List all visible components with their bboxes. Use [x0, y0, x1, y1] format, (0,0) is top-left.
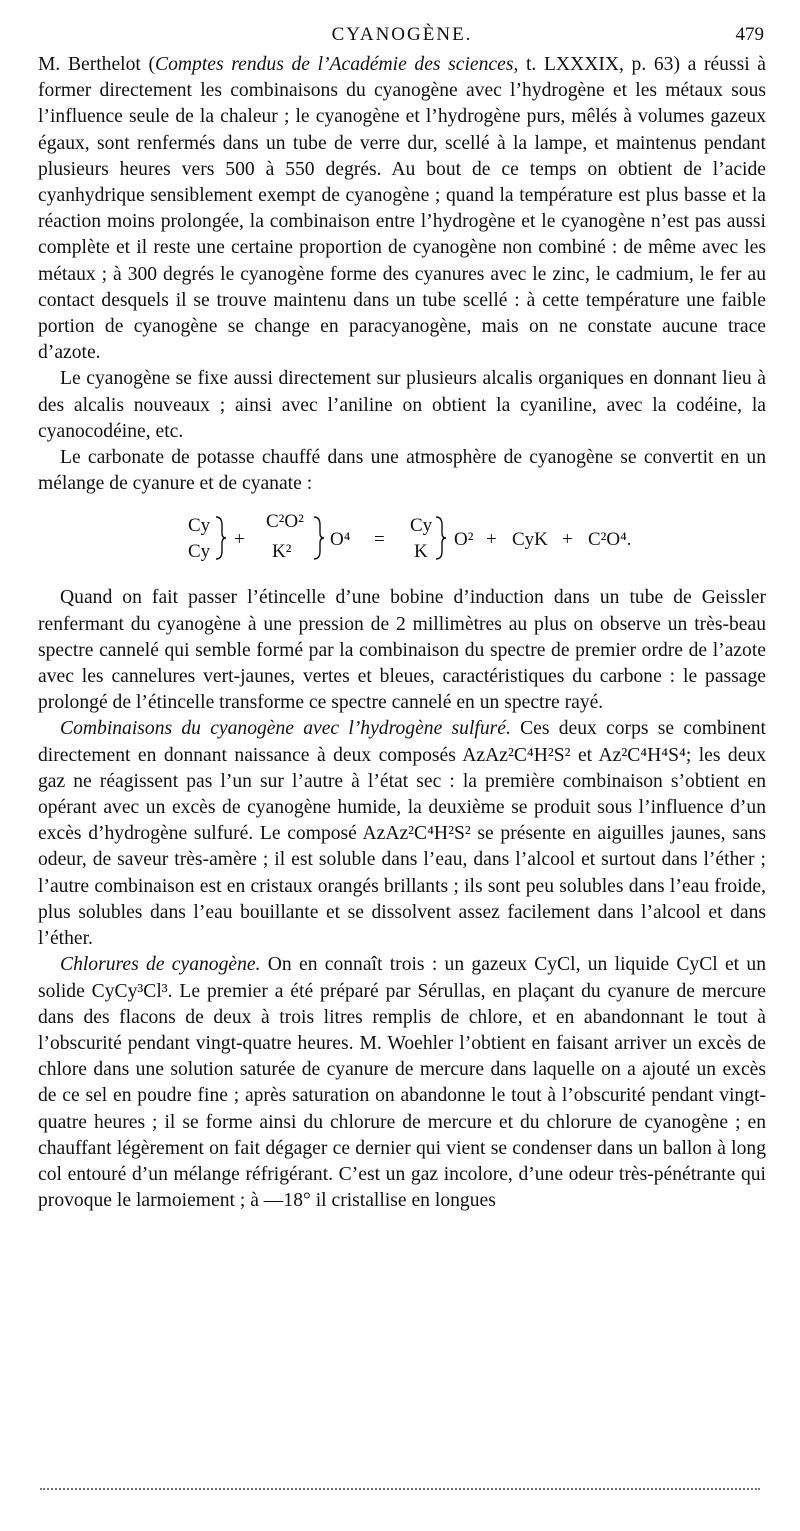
- running-title: CYANOGÈNE.: [331, 24, 473, 45]
- footer-rule: [40, 1488, 760, 1492]
- paragraph-text: Ces deux corps se combinent directement en donnant naissance à deux composés Az: [38, 718, 766, 766]
- paragraph-text: . Le premier a été préparé par Sérullas, en plaçant du cyanure de mercure dans des flacons de deux à trois litres remplis de chlore, et en abandonnant le tout à l’obscurité pendant vingt-quatre heures. M. Woehler l’obtient en faisant arriver un excès de chlore dans une solution saturée de cyanure de mercure dans laquelle on a ajouté un excès de ce sel en poudre fine ; après saturation on abandonne le tout à l’obscurité pendant vingt-quatre heures ; il se forme ainsi du chlorure de mercure et du chlorure de cyanogène ; en chauffant légèrement on fait dégager ce dernier qui vient se condenser dans un ballon à long col entouré d’un mélange réfrigérant. C’est un gaz incolore, d’une odeur très-pénétrante qui provoque le larmoiement ; à —18° il cristallise en longues: [38, 980, 766, 1212]
- paragraph-alkaloids: Le cyanogène se fixe aussi directement sur plusieurs alcalis organiques en donnant lieu à des alcalis nouveaux ; ainsi avec l’aniline on obtient la cyaniline, avec la codéine, la cyanocodéine, etc.: [38, 368, 766, 442]
- eq-left-bottom: Cy: [188, 541, 211, 563]
- running-head: [38, 22, 766, 52]
- paragraph-hydrogen-sulfide: [38, 716, 766, 952]
- paragraph-text: On en connaît trois : un gazeux CyCl, un liquide CyCl et un solide Cy: [38, 954, 766, 1002]
- brace-icon: [436, 517, 446, 559]
- eq-cyk: CyK: [512, 529, 548, 551]
- eq-mid-top: C²O²: [266, 511, 304, 533]
- eq-c2o4: C²O⁴.: [588, 529, 632, 551]
- brace-icon: [314, 517, 324, 559]
- paragraph-text: se présente en aiguilles jaunes, sans odeur, de saveur très-amère ; il est soluble dans l’eau, dans l’alcool et surtout dans l’éther ; l’autre combinaison est en cristaux orangés brillants ; ils sont peu solubles dans l’eau froide, plus solubles dans l’eau bouillante et se dissolvent assez facilement dans l’alcool et dans l’éther.: [38, 823, 766, 950]
- formula: Az²C⁴H⁴S⁴: [598, 744, 686, 766]
- formula: Az²C⁴H²S²: [485, 744, 571, 766]
- eq-plus-2: +: [486, 529, 497, 551]
- paragraph-text: t. LXXXIX, p. 63) a réussi à former directement les combinaisons du cyanogène avec l’hydrogène et les métaux sous l’influence seule de la chaleur ; le cyanogène et l’hydrogène purs, mêlés à volumes gazeux égaux, sont renfermés dans un tube de verre dur, scellé à la lampe, et maintenus pendant plusieurs heures vers 500 à 550 degrés. Au bout de ce temps on obtient de l’acide cyanhydrique sensiblement exempt de cyanogène ; quand la température est plus basse et la réaction moins prolongée, la combinaison entre l’hydrogène et le cyanogène n’est pas aussi complète et il reste une certaine proportion de cyanogène non combiné : de même avec les métaux ; à 300 degrés le cyanogène forme des cyanures avec le zinc, le cadmium, le fer au contact desquels il se trouve maintenu dans un tube scellé : à cette température une faible portion de cyanogène se change en paracyanogène, mais on ne constate aucune trace d’azote.: [38, 54, 766, 364]
- paragraph-spectrum: Quand on fait passer l’étincelle d’une bobine d’induction dans un tube de Geissler renfermant du cyanogène à une pression de 2 millimètres au plus on observe un très-beau spectre cannelé qui semble formé par la combinaison du spectre de premier ordre de l’azote avec les cannelures vert-jaunes, vertes et bleues, caractéristiques du carbone : le passage prolongé de l’étincelle transforme ce spectre cannelé en un spectre rayé.: [38, 587, 766, 714]
- eq-left-top: Cy: [188, 515, 211, 537]
- paragraph-berthelot: [38, 52, 766, 366]
- eq-o4: O⁴: [330, 529, 351, 551]
- formula: Az²C⁴H²S²: [385, 823, 471, 845]
- section-title: Chlorures de cyanogène.: [60, 954, 261, 976]
- eq-o2: O²: [454, 529, 474, 551]
- eq-right-bottom: K: [414, 541, 428, 563]
- section-title: Combinaisons du cyanogène avec l’hydrogène sulfuré.: [60, 718, 511, 740]
- citation: Comptes rendus de l’Académie des sciences,: [155, 54, 519, 75]
- eq-plus-3: +: [562, 529, 573, 551]
- chemical-equation: [38, 503, 766, 571]
- eq-equals: =: [374, 529, 385, 551]
- eq-right-top: Cy: [410, 515, 433, 537]
- paragraph-text: et: [570, 744, 599, 766]
- document-page: [0, 22, 800, 1531]
- paragraph-chlorides: [38, 952, 766, 1214]
- paragraph-text: ; les deux gaz ne réagissent pas l’un sur l’autre à l’état sec : la première combinaison s’obtient en opérant avec un excès de cyanogène humide, la deuxième se produit sous l’influence d’un excès d’hydrogène sulfuré. Le composé Az: [38, 744, 766, 845]
- page-number: 479: [735, 24, 764, 45]
- eq-mid-bottom: K²: [272, 541, 292, 563]
- formula: Cy³Cl³: [114, 980, 168, 1002]
- paragraph-text: M. Berthelot (: [38, 54, 156, 75]
- paragraph-carbonate: Le carbonate de potasse chauffé dans une atmosphère de cyanogène se convertit en un mélange de cyanure et de cyanate :: [38, 447, 766, 495]
- brace-icon: [216, 517, 226, 559]
- eq-plus-1: +: [234, 529, 245, 551]
